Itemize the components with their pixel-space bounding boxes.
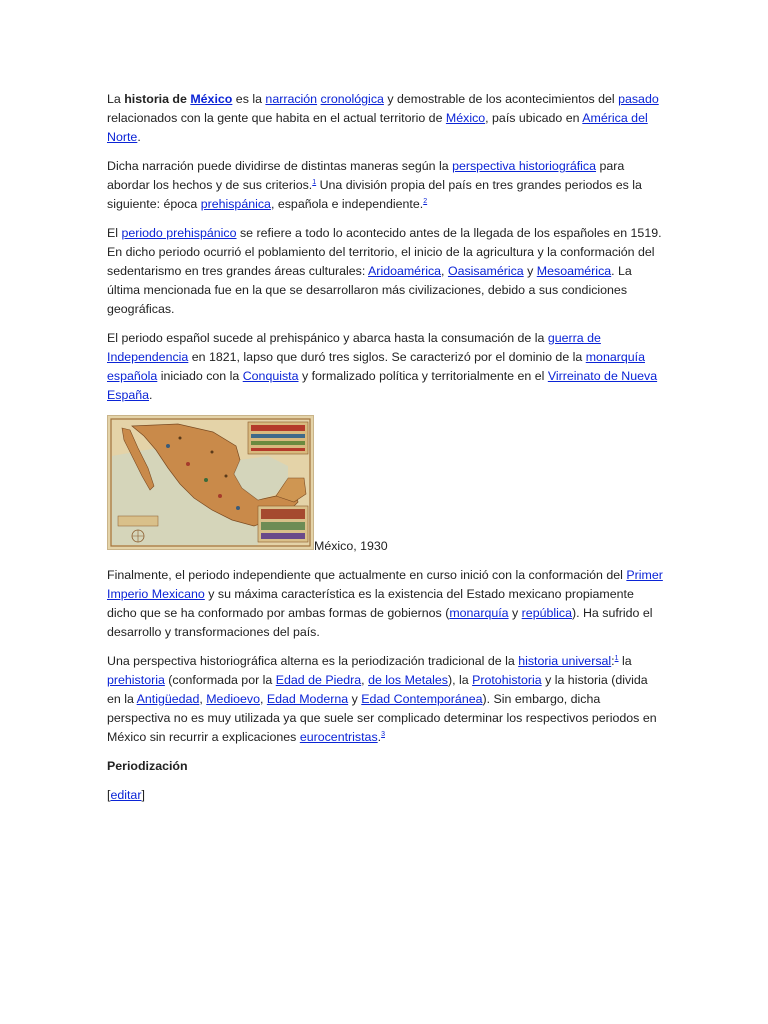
link-mexico[interactable]: México bbox=[445, 111, 486, 125]
figure bbox=[107, 415, 663, 556]
text: , bbox=[361, 673, 369, 687]
edit-section-link[interactable]: editar bbox=[110, 788, 142, 802]
text: . bbox=[137, 130, 141, 144]
link-edad-de-piedra[interactable]: Edad de Piedra bbox=[275, 673, 362, 687]
text: La bbox=[107, 92, 125, 106]
link-monarquia-espanola[interactable]: monarquía española bbox=[107, 350, 645, 383]
link-prehispanica[interactable]: prehispánica bbox=[200, 197, 271, 211]
text: la bbox=[618, 654, 632, 668]
text: Dicha narración puede dividirse de distintas maneras según la bbox=[107, 159, 453, 173]
bracket-close: ] bbox=[141, 788, 145, 802]
footnote-ref-3[interactable]: 3 bbox=[381, 730, 385, 738]
text: para abordar los hechos y de sus criterios. bbox=[107, 159, 625, 192]
link-periodo-prehispanico[interactable]: periodo prehispánico bbox=[121, 226, 237, 240]
link-edad-contemporanea[interactable]: Edad Contemporánea bbox=[361, 692, 483, 706]
paragraph-intro bbox=[107, 90, 663, 147]
link-pasado[interactable]: pasado bbox=[618, 92, 659, 106]
text: , país ubicado en bbox=[485, 111, 583, 125]
text: , bbox=[199, 692, 207, 706]
text: y bbox=[523, 264, 537, 278]
text: , bbox=[441, 264, 448, 278]
link-cronologica[interactable]: cronológica bbox=[320, 92, 384, 106]
text: Finalmente, el periodo independiente que actualmente en curso inició con la conformación del bbox=[107, 568, 627, 582]
link-perspectiva-historiografica[interactable]: perspectiva historiográfica bbox=[452, 159, 597, 173]
link-aridoamerica[interactable]: Aridoamérica bbox=[368, 264, 442, 278]
text: ). Sin embargo, dicha perspectiva no es muy utilizada ya que suele ser complicado determinar los respectivos periodos en México sin recurrir a explicaciones bbox=[107, 692, 657, 744]
text: relacionados con la gente que habita en el actual territorio de bbox=[107, 111, 446, 125]
figure-caption: México, 1930 bbox=[314, 539, 388, 553]
link-oasisamerica[interactable]: Oasisamérica bbox=[447, 264, 524, 278]
link-guerra-independencia[interactable]: guerra de Independencia bbox=[107, 331, 601, 364]
link-historia-universal[interactable]: historia universal bbox=[518, 654, 612, 668]
text: , bbox=[259, 692, 267, 706]
text: y bbox=[508, 606, 522, 620]
link-monarquia[interactable]: monarquía bbox=[449, 606, 509, 620]
link-mexico-bold[interactable]: México bbox=[190, 92, 233, 106]
section-heading: Periodización bbox=[107, 759, 188, 773]
text: . bbox=[149, 388, 153, 402]
link-medioevo[interactable]: Medioevo bbox=[206, 692, 260, 706]
link-eurocentristas[interactable]: eurocentristas bbox=[299, 730, 378, 744]
text: Una perspectiva historiográfica alterna es la periodización tradicional de la bbox=[107, 654, 519, 668]
text: en 1821, lapso que duró tres siglos. Se caracterizó por el dominio de la bbox=[188, 350, 586, 364]
paragraph-division bbox=[107, 157, 663, 214]
text: y demostrable de los acontecimientos del bbox=[383, 92, 619, 106]
text: Una división propia del país en tres grandes periodos es la siguiente: época bbox=[107, 178, 642, 211]
footnote-ref-2[interactable]: 2 bbox=[423, 197, 428, 205]
text: . bbox=[377, 730, 382, 744]
link-primer-imperio[interactable]: Primer Imperio Mexicano bbox=[107, 568, 663, 601]
text: (conformada por la bbox=[164, 673, 276, 687]
footnote-ref-1b[interactable]: 1 bbox=[614, 654, 619, 662]
text: , española e independiente. bbox=[270, 197, 424, 211]
link-virreinato[interactable]: Virreinato de Nueva España bbox=[107, 369, 658, 402]
link-republica[interactable]: república bbox=[521, 606, 572, 620]
link-prehistoria[interactable]: prehistoria bbox=[107, 673, 165, 687]
paragraph-independiente bbox=[107, 566, 663, 642]
footnote-ref-1[interactable]: 1 bbox=[312, 178, 317, 186]
text: . La última mencionada fue en la que se desarrollaron más civilizaciones, debido a sus condiciones geográficas. bbox=[107, 264, 632, 316]
text: ), la bbox=[447, 673, 473, 687]
link-de-los-metales[interactable]: de los Metales bbox=[368, 673, 448, 687]
link-antiguedad[interactable]: Antigüedad bbox=[136, 692, 200, 706]
link-america-del-norte[interactable]: América del Norte bbox=[107, 111, 648, 144]
bold-text: historia de bbox=[124, 92, 191, 106]
text: ). Ha sufrido el desarrollo y transformaciones del país. bbox=[107, 606, 653, 639]
text: iniciado con la bbox=[157, 369, 243, 383]
text: : bbox=[611, 654, 615, 668]
link-conquista[interactable]: Conquista bbox=[242, 369, 299, 383]
bracket-open: [ bbox=[107, 788, 111, 802]
link-mesoamerica[interactable]: Mesoamérica bbox=[536, 264, 612, 278]
text: y bbox=[348, 692, 362, 706]
link-edad-moderna[interactable]: Edad Moderna bbox=[266, 692, 349, 706]
link-protohistoria[interactable]: Protohistoria bbox=[472, 673, 542, 687]
text: y su máxima característica es la existencia del Estado mexicano propiamente dicho que se ha conformado por ambas formas de gobiernos ( bbox=[107, 587, 634, 620]
link-narracion[interactable]: narración bbox=[265, 92, 318, 106]
map-image[interactable] bbox=[107, 415, 314, 550]
text: es la bbox=[232, 92, 266, 106]
text: se refiere a todo lo acontecido antes de la llegada de los españoles en 1519. En dicho periodo ocurrió el poblamiento del territorio, el inicio de la agricultura y la conformación del sedentarismo en tres grandes áreas culturales: bbox=[107, 226, 662, 278]
text: y la historia (divida en la bbox=[107, 673, 648, 706]
article-body bbox=[107, 90, 663, 815]
text: El bbox=[107, 226, 122, 240]
paragraph-prehispanico bbox=[107, 224, 663, 319]
text: y formalizado política y territorialmente en el bbox=[298, 369, 548, 383]
paragraph-espanol bbox=[107, 329, 663, 405]
pictorial-map-of-mexico bbox=[108, 416, 313, 549]
edit-section bbox=[107, 786, 663, 805]
paragraph-periodizacion-alterna bbox=[107, 652, 663, 747]
text: El periodo español sucede al prehispánico y abarca hasta la consumación de la bbox=[107, 331, 548, 345]
